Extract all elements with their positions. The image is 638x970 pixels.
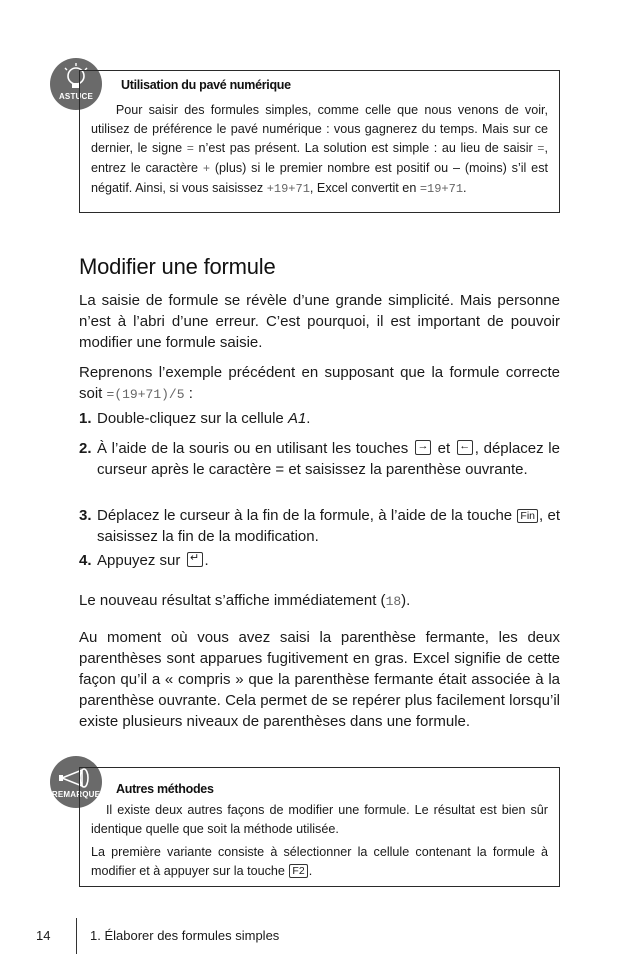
chapter-title: 1. Élaborer des formules simples	[90, 928, 280, 943]
step-2: 2. À l’aide de la souris ou en utilisant les touches → et ← , déplacez le curseur après le caractère = et saisissez la parenthèse ouvrante.	[79, 440, 560, 478]
step-3: 3. Déplacez le curseur à la fin de la formule, à l’aide de la touche Fin , et saisissez la fin de la modification.	[79, 507, 560, 545]
tip-box	[79, 70, 560, 213]
paragraph-result: Le nouveau résultat s’affiche immédiatement (18).	[79, 592, 411, 609]
remarque-label: REMARQUE	[51, 790, 101, 799]
step-1: 1. Double-cliquez sur la cellule A1.	[79, 410, 311, 427]
note-box	[79, 767, 560, 887]
f2-key: F2	[289, 864, 307, 878]
enter-key-icon: ↵	[187, 552, 203, 567]
note-text: Il existe deux autres façons de modifier une formule. Le résultat est bien sûr identique quelle que soit la méthode utilisée. La première variante consiste à sélectionner la cellule contenant la formule à modifier et à appuyer sur la touche F2 .	[91, 803, 548, 878]
step-4: 4. Appuyez sur ↵ .	[79, 552, 209, 569]
note-title: Autres méthodes	[116, 782, 214, 796]
section-heading: Modifier une formule	[79, 254, 276, 279]
tip-title: Utilisation du pavé numérique	[121, 78, 291, 92]
paragraph-example: Reprenons l’exemple précédent en supposant que la formule correcte soit =(19+71)/5 :	[79, 364, 560, 402]
left-arrow-key-icon: ←	[457, 440, 473, 455]
paragraph-intro: La saisie de formule se révèle d’une grande simplicité. Mais personne n’est à l’abri d’une erreur. C’est pourquoi, il est important de pouvoir modifier une formule saisie.	[79, 292, 560, 351]
footer-divider	[76, 918, 77, 954]
right-arrow-key-icon: →	[415, 440, 431, 455]
page-number: 14	[36, 928, 51, 943]
astuce-label: ASTUCE	[58, 92, 94, 101]
tip-text: Pour saisir des formules simples, comme celle que nous venons de voir, utilisez de préférence le pavé numérique : vous gagnerez du temps. Mais sur ce dernier, le signe = n’est pas présent. La solution est simple : au lieu de saisir =, entrez le caractère + (plus) si le premier nombre est positif ou – (moins) s’il est négatif. Ainsi, si vous saisissez +19+71, Excel convertit en =19+71.	[91, 103, 549, 196]
fin-key: Fin	[517, 509, 538, 523]
paragraph-parentheses: Au moment où vous avez saisi la parenthèse fermante, les deux parenthèses sont apparues fugitivement en gras. Excel signifie de cette façon qu’il a « compris » que la parenthèse fermante était associée à la parenthèse ouvrante. Cela permet de se repérer plus facilement lorsqu’il existe plusieurs niveaux de parenthèses dans une formule.	[79, 629, 560, 730]
